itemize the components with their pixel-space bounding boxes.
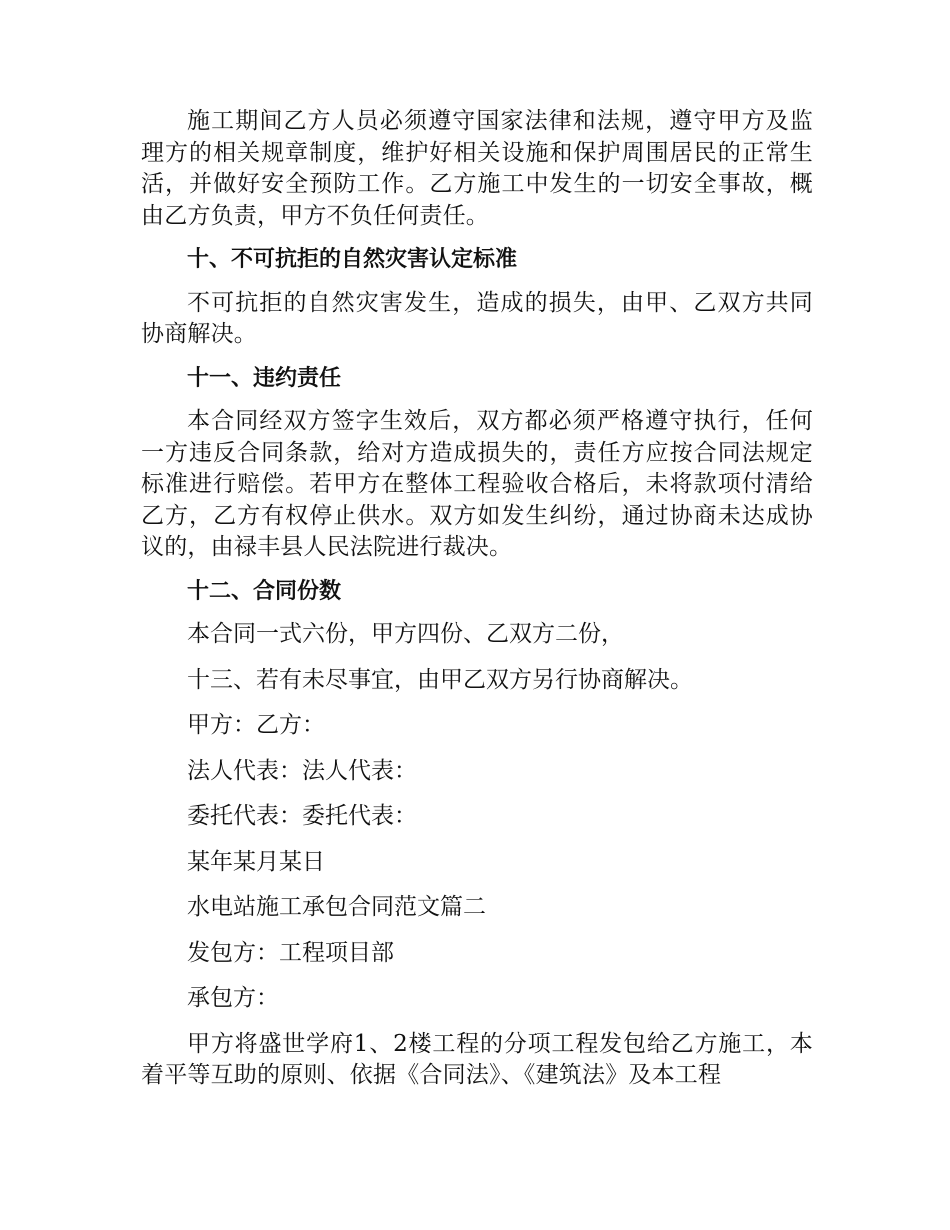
paragraph-liability: 本合同经双方签字生效后，双方都必须严格遵守执行，任何一方违反合同条款，给对方造成损失的，责任方应按合同法规定标准进行赔偿。若甲方在整体工程验收合格后，未将款项付清给乙方，乙方有权停止供水。双方如发生纠纷，通过协商未达成协议的，由禄丰县人民法院进行裁决。 (141, 408, 813, 560)
employer-line: 发包方：工程项目部 (187, 939, 394, 966)
document-page (141, 106, 813, 1104)
section-title-part-two: 水电站施工承包合同范文篇二 (187, 894, 486, 920)
paragraph-misc: 十三、若有未尽事宜，由甲乙双方另行协商解决。 (187, 666, 693, 693)
heading-liability: 十一、违约责任 (187, 365, 342, 391)
paragraph-copies: 本合同一式六份，甲方四份、乙双方二份， (187, 621, 624, 647)
heading-force-majeure: 十、不可抗拒的自然灾害认定标准 (187, 247, 518, 272)
paragraph-safety: 施工期间乙方人员必须遵守国家法律和法规，遵守甲方及监理方的相关规章制度，维护好相关设施和保护周围居民的正常生活，并做好安全预防工作。乙方施工中发生的一切安全事故，概由乙方负责，甲方不负任何责任。 (141, 108, 813, 229)
signature-agent: 委托代表：委托代表： (187, 803, 417, 829)
paragraph-force-majeure: 不可抗拒的自然灾害发生，造成的损失，由甲、乙双方共同协商解决。 (141, 289, 813, 347)
signature-date: 某年某月某日 (187, 848, 325, 875)
signature-parties: 甲方：乙方： (187, 712, 325, 738)
signature-legal-rep: 法人代表：法人代表： (187, 757, 417, 784)
paragraph-intro-part-two: 甲方将盛世学府1、2楼工程的分项工程发包给乙方施工，本着平等互助的原则、依据《合同法》、《建筑法》及本工程 (141, 1030, 813, 1088)
contractor-line: 承包方： (187, 985, 279, 1011)
heading-copies: 十二、合同份数 (187, 578, 342, 604)
